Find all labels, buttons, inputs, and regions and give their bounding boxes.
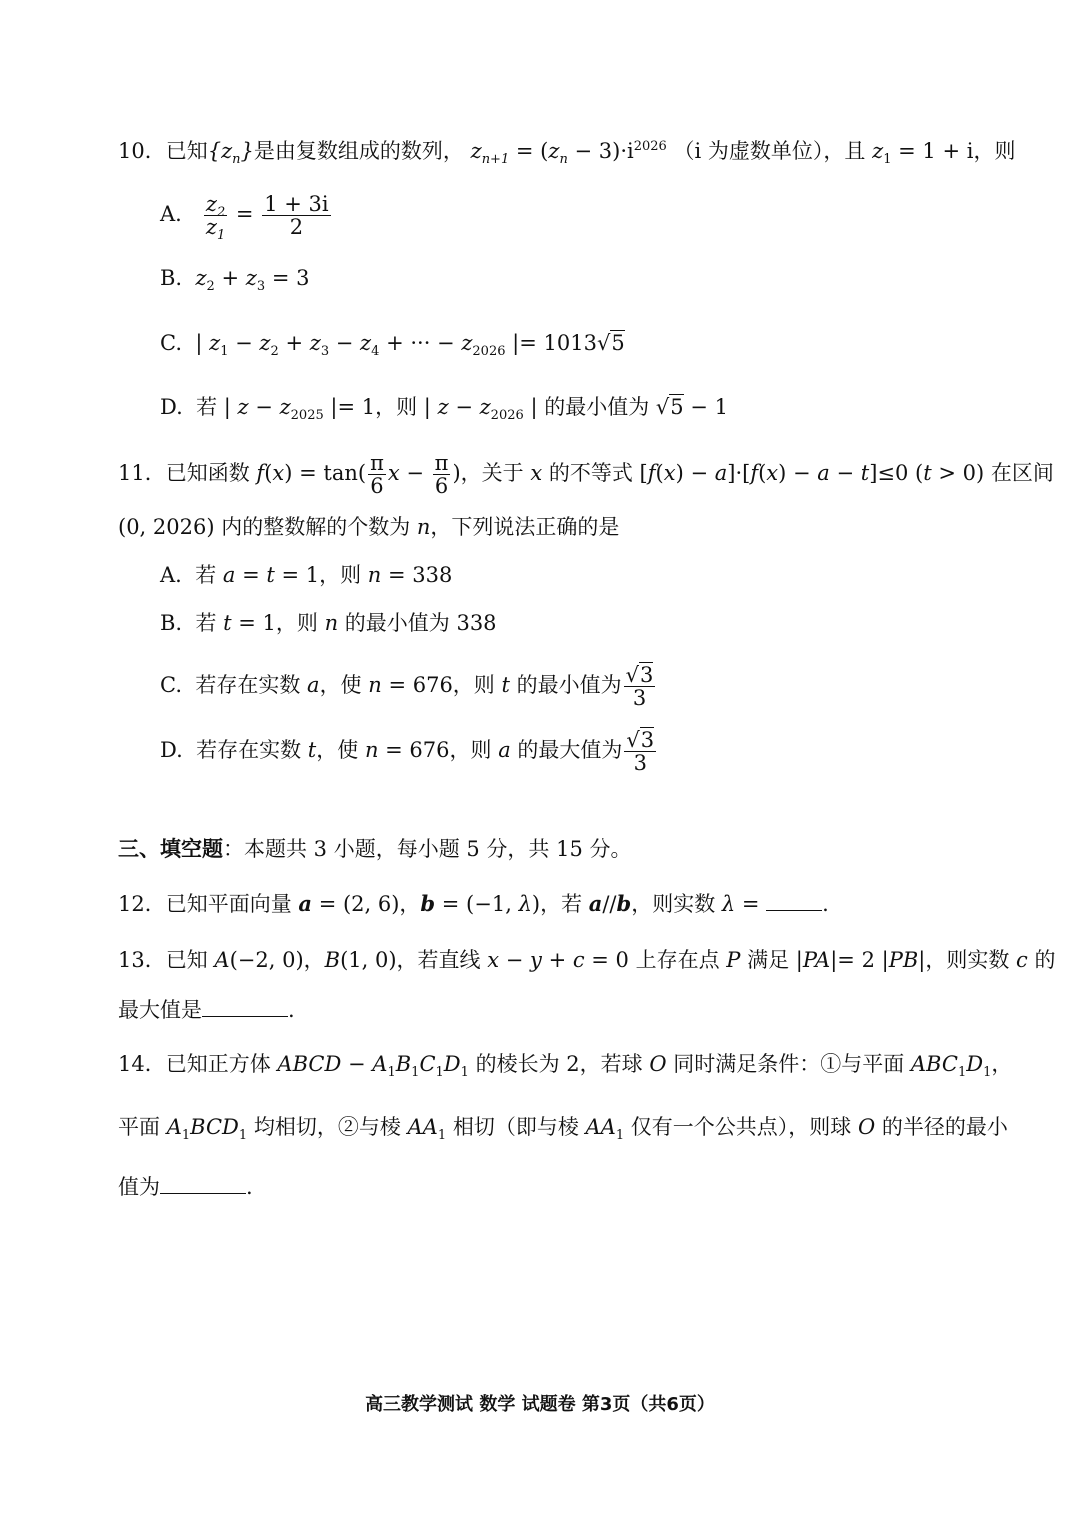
question-10-stem: 10．已知$\{z_n\}$是由复数组成的数列， $z_{n+1} = (z_n - 3)\cdot i^{2026}$ （i 为虚数单位），且 $z_1 = 1 + i$，则 — [118, 139, 1016, 168]
question-11-stem-line2: (0, 2026) 内的整数解的个数为 n，下列说法正确的是 — [118, 515, 620, 539]
section-3-description: ：本题共 3 小题，每小题 5 分，共 15 分。 — [223, 837, 632, 861]
page-footer: 高三教学测试 数学 试题卷 第3页（共6页） — [365, 1394, 715, 1415]
question-13-line2: 最大值是 . — [118, 994, 295, 1025]
section-3-heading — [118, 834, 632, 864]
question-11-option-b: B. 若 t = 1，则 n 的最小值为 338 — [160, 611, 497, 635]
question-12: 12．已知平面向量 a = (2, 6)，b = (−1, λ)，若 a//b，则实数 λ = . — [118, 888, 829, 919]
question-11-option-c: C. 若存在实数 a，使 n = 676，则 t 的最小值为 $\frac{√3}{3}$ — [160, 663, 654, 710]
question-10-option-b: B. $z_2 + z_3 = 3$ — [160, 266, 310, 295]
question-10-option-c: C. | $z_1 - z_2 + z_3 - z_4$ + ··· − $z_{2026}$ |= 1013√5 — [160, 331, 625, 360]
question-11-option-d: D. 若存在实数 t，使 n = 676，则 a 的最大值为 $\frac{√3}{3}$ — [160, 728, 655, 775]
answer-blank-14[interactable] — [160, 1171, 246, 1194]
question-14-line1: 14．已知正方体 ABCD − $A_1B_1C_1D_1$ 的棱长为 2，若球 O 同时满足条件：①与平面 $ABC_1D_1$， — [118, 1052, 1013, 1081]
question-13-line1: 13．已知 A(−2, 0)，B(1, 0)，若直线 x − y + c = 0 上存在点 P 满足 |PA|= 2 |PB|，则实数 c 的 — [118, 948, 1056, 972]
answer-blank-13[interactable] — [202, 994, 288, 1017]
question-11-stem-line1: 11．已知函数 f(x) = tan( $\frac{\pi}{6}$ x − $\frac{\pi}{6}$ )，关于 x 的不等式 [f(x) − a]·[f(x) − a − t]≤0 (t > 0) 在区间 — [118, 451, 1054, 498]
question-10-option-d: D. 若 | $z - z_{2025}$ |= 1，则 | $z - z_{2026}$ | 的最小值为 √5 − 1 — [160, 395, 728, 424]
question-14-line2: 平面 $A_1BCD_1$ 均相切，②与棱 $AA_1$ 相切（即与棱 $AA_1$ 仅有一个公共点），则球 O 的半径的最小 — [118, 1115, 1008, 1144]
answer-blank-12[interactable] — [766, 888, 822, 911]
question-11-option-a: A. 若 a = t = 1，则 n = 338 — [160, 563, 453, 587]
section-3-title: 三、填空题 — [118, 836, 223, 861]
question-10-option-a: A. $\frac{z_2}{z_1}$ = $\frac{1 + 3i}{2}$ — [160, 192, 329, 244]
question-14-line3: 值为 . — [118, 1171, 253, 1202]
